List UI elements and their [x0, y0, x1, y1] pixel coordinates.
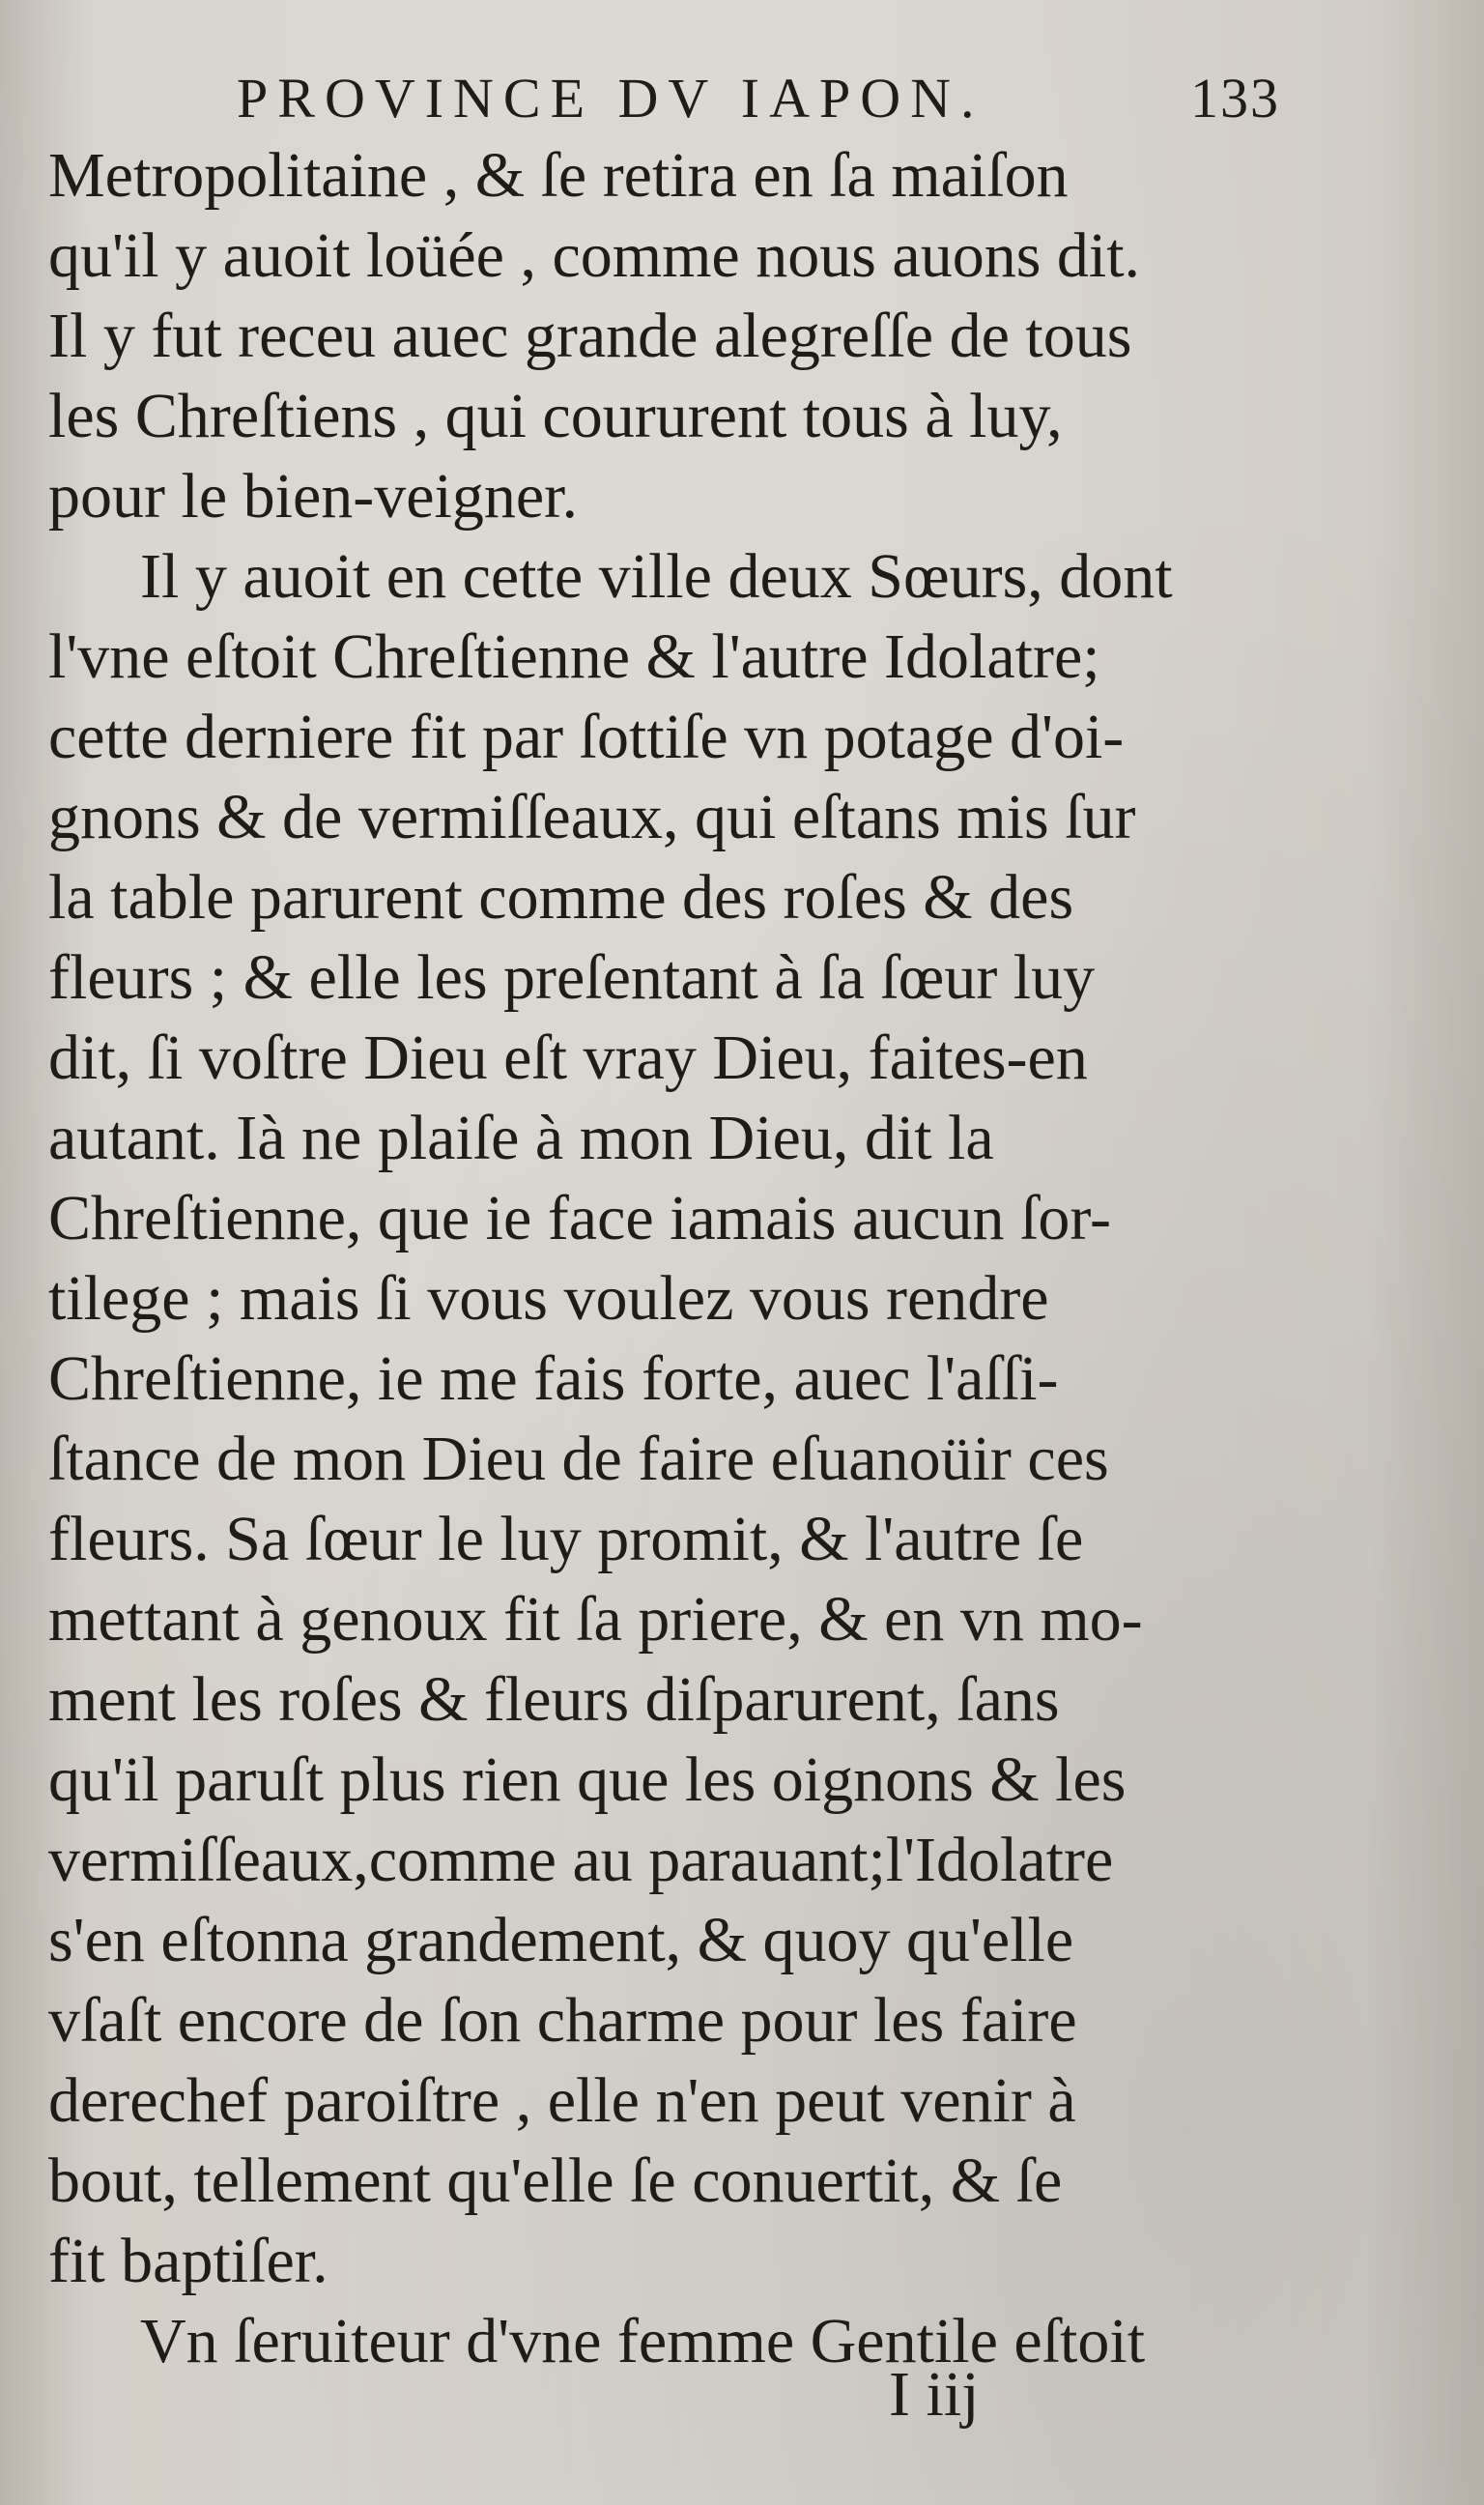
text-line: Chreſtienne, ie me fais forte, auec l'aſſi- [48, 1343, 1059, 1414]
text-line: vſaſt encore de ſon charme pour les faire [48, 1985, 1077, 2056]
text-line: cette derniere fit par ſottiſe vn potage d'oi- [48, 702, 1125, 772]
text-line: tilege ; mais ſi vous voulez vous rendre [48, 1263, 1049, 1334]
text-line: ment les roſes & fleurs diſparurent, ſans [48, 1664, 1060, 1735]
text-line: qu'il paruſt plus rien que les oignons & les [48, 1744, 1127, 1815]
text-line: autant. Ià ne plaiſe à mon Dieu, dit la [48, 1103, 994, 1173]
page-number: 133 [1190, 67, 1280, 130]
text-line: Metropolitaine , & ſe retira en ſa maiſon [48, 140, 1069, 211]
text-line: les Chreſtiens , qui coururent tous à luy, [48, 381, 1063, 451]
running-title: PROVINCE DV IAPON. [237, 67, 985, 130]
text-line: gnons & de vermiſſeaux, qui eſtans mis ſur [48, 782, 1136, 852]
text-line: pour le bien-veigner. [48, 461, 578, 532]
text-line: ſtance de mon Dieu de faire eſuanoüir ces [48, 1424, 1109, 1494]
text-line: fleurs ; & elle les preſentant à ſa ſœur luy [48, 942, 1096, 1013]
text-line: dit, ſi voſtre Dieu eſt vray Dieu, faites-en [48, 1022, 1088, 1093]
text-line: mettant à genoux fit ſa priere, & en vn mo- [48, 1584, 1143, 1655]
signature-mark: I iij [889, 2359, 980, 2430]
text-line: qu'il y auoit loüée , comme nous auons dit. [48, 220, 1141, 291]
text-line: Chreſtienne, que ie face iamais aucun ſor- [48, 1183, 1112, 1253]
text-line: fit baptiſer. [48, 2226, 328, 2296]
running-head [237, 66, 1280, 133]
text-line: derechef paroiſtre , elle n'en peut venir à [48, 2065, 1076, 2136]
body-text [48, 135, 1285, 2381]
text-line: s'en eſtonna grandement, & quoy qu'elle [48, 1905, 1074, 1975]
text-line: la table parurent comme des roſes & des [48, 862, 1074, 933]
paragraph-start-line: Vn ſeruiteur d'vne femme Gentile eſtoit [140, 2306, 1146, 2376]
text-line: vermiſſeaux,comme au parauant;l'Idolatre [48, 1825, 1114, 1895]
paragraph-start-line: Il y auoit en cette ville deux Sœurs, dont [140, 541, 1173, 612]
text-line: Il y fut receu auec grande alegreſſe de tous [48, 301, 1132, 371]
text-line: l'vne eſtoit Chreſtienne & l'autre Idolatre; [48, 621, 1100, 692]
text-line: bout, tellement qu'elle ſe conuertit, & ſe [48, 2145, 1063, 2216]
text-line: fleurs. Sa ſœur le luy promit, & l'autre ſe [48, 1504, 1084, 1574]
